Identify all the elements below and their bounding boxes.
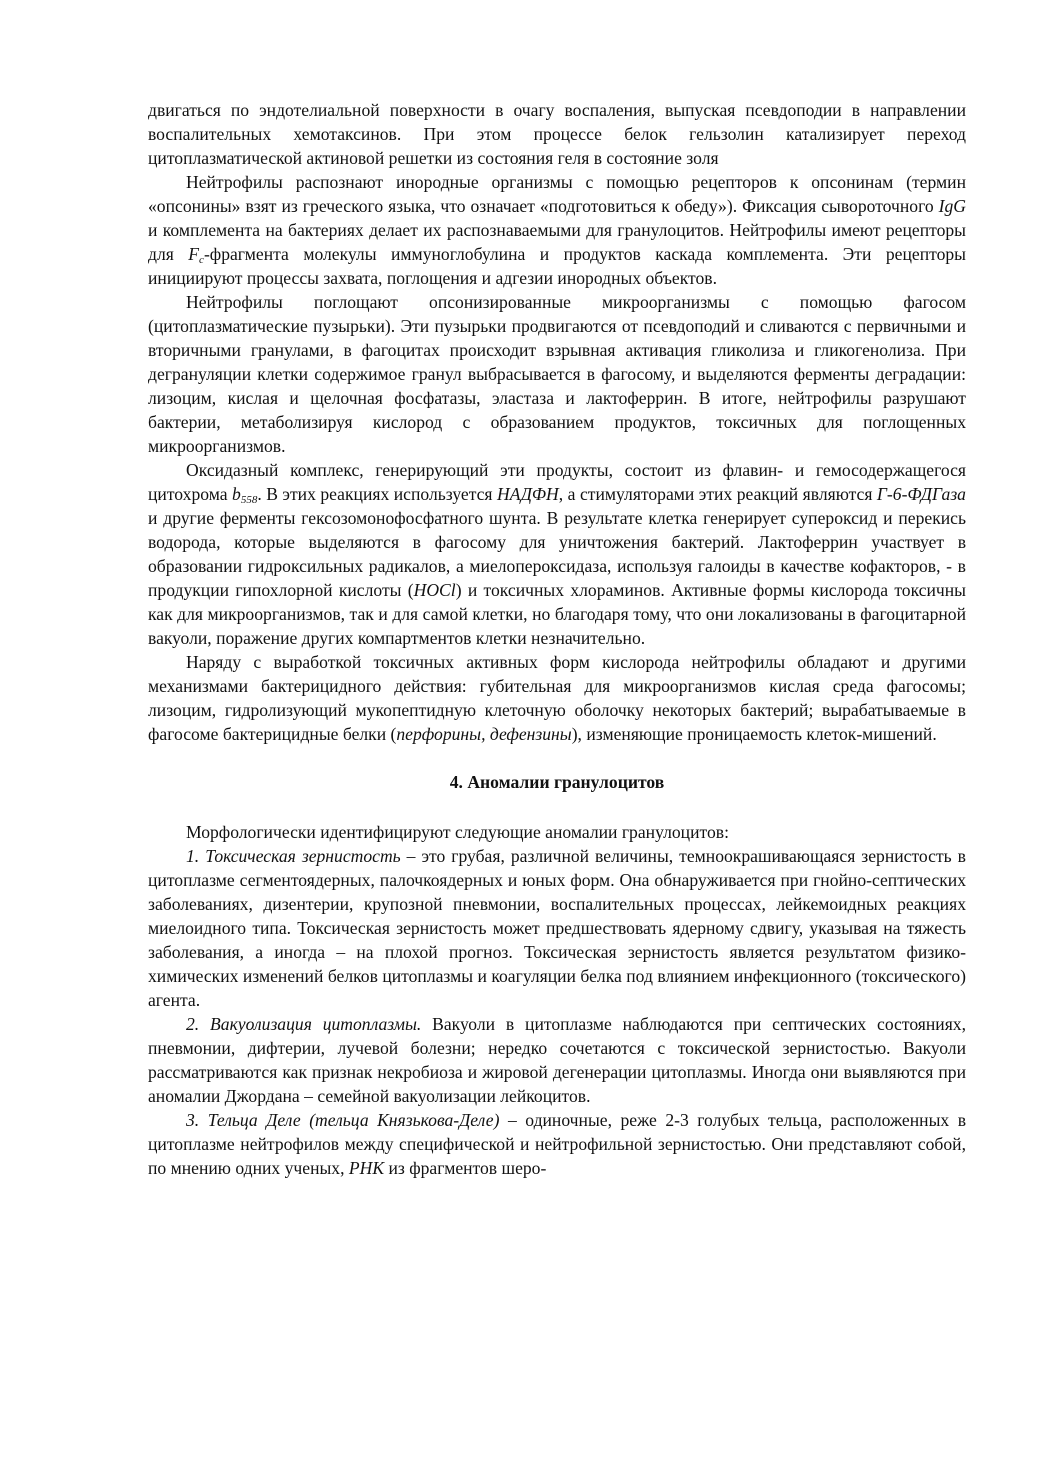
italic-term: IgG xyxy=(938,196,966,216)
italic-term: РНК xyxy=(348,1158,385,1178)
text-run: Наряду с выработкой токсичных активных форм кислорода нейтрофилы обладают и другими механизмами бактерицидного действия: губительная для микроорганизмов кислая среда фагосомы; лизоцим, гидролизующий мукопептидную клеточную оболочку некоторых бактерий; вырабатываемые в фагосоме бактерицидные белки ( xyxy=(148,652,966,744)
paragraph xyxy=(148,820,966,844)
paragraph xyxy=(148,170,966,290)
paragraph xyxy=(148,844,966,1012)
text-run: Морфологически идентифицируют следующие аномалии гранулоцитов: xyxy=(186,822,729,842)
italic-term: перфорины, дефензины xyxy=(396,724,572,744)
paragraph xyxy=(148,458,966,650)
subscript xyxy=(241,494,258,506)
text-run: . В этих реакциях используется xyxy=(257,484,498,504)
subscript-text: 558 xyxy=(240,494,258,506)
section-heading: 4. Аномалии гранулоцитов xyxy=(449,772,665,792)
text-run: – одиночные, реже 2-3 голубых тельца, расположенных в цитоплазме нейтрофилов между специфической и нейтрофильной зернистостью. Они представляют собой, по мнению одних ученых, xyxy=(148,1110,966,1178)
italic-term: F xyxy=(188,244,200,264)
text-run: -фрагмента молекулы иммуноглобулина и продуктов каскада комплемента. Эти рецепторы инициируют процессы захвата, поглощения и адгезии инородных объектов. xyxy=(148,244,966,288)
text-run: ) и токсичных хлораминов. Активные формы кислорода токсичны как для микроорганизмов, так и для самой клетки, но благодаря тому, что они локализованы в фагоцитарной вакуоли, поражение других компартментов клетки незначительно. xyxy=(148,580,966,648)
paragraph xyxy=(148,98,966,170)
text-run: Нейтрофилы поглощают опсонизированные микроорганизмы с помощью фагосом (цитоплазматические пузырьки). Эти пузырьки продвигаются от псевдоподий и сливаются с первичными и вторичными гранулами, в фагоцитах происходит взрывная активация гликолиза и гликогенолиза. При дегрануляции клетки содержимое гранул выбрасывается в фагосому, и выделяются ферменты деградации: лизоцим, кислая и щелочная фосфатазы, эластаза и лактоферрин. В итоге, нейтрофилы разрушают бактерии, метаболизируя кислород с образованием продуктов, токсичных для поглощенных микроорганизмов. xyxy=(148,292,966,456)
page-content xyxy=(148,98,966,1180)
subscript-text: c xyxy=(199,254,204,266)
text-block-top xyxy=(148,98,966,746)
italic-term: 2. Вакуолизация цитоплазмы. xyxy=(186,1014,422,1034)
paragraph xyxy=(148,650,966,746)
text-run: , а стимуляторами этих реакций являются xyxy=(558,484,877,504)
paragraph xyxy=(148,1012,966,1108)
text-run: Нейтрофилы распознают инородные организмы с помощью рецепторов к опсонинам (термин «опсонины» взят из греческого языка, что означает «подготовиться к обеду»). Фиксация сывороточного xyxy=(148,172,966,216)
text-block-bottom xyxy=(148,820,966,1180)
text-run: двигаться по эндотелиальной поверхности в очагу воспаления, выпуская псевдоподии в направлении воспалительных хемотаксинов. При этом процессе белок гельзолин катализирует переход цитоплазматической актиновой решетки из состояния геля в состояние золя xyxy=(148,100,966,168)
italic-term: 1. Токсическая зернистость xyxy=(186,846,401,866)
text-run: Оксидазный комплекс, генерирующий эти продукты, состоит из флавин- и гемосодержащегося цитохрома xyxy=(148,460,966,504)
italic-term: HOCl xyxy=(413,580,456,600)
paragraph xyxy=(148,1108,966,1180)
italic-term: Г-6-ФДГаза xyxy=(876,484,966,504)
text-run: Вакуоли в цитоплазме наблюдаются при септических состояниях, пневмонии, дифтерии, лучевой болезни; нередко сочетаются с токсической зернистостью. Вакуоли рассматриваются как признак некробиоза и жировой дегенерации цитоплазмы. Иногда они выявляются при аномалии Джордана – семейной вакуолизации лейкоцитов. xyxy=(148,1014,966,1106)
text-run: из фрагментов шеро- xyxy=(384,1158,547,1178)
paragraph xyxy=(148,290,966,458)
italic-term: НАДФН xyxy=(497,484,559,504)
italic-term: b xyxy=(232,484,241,504)
text-run: – это грубая, различной величины, темноокрашивающаяся зернистость в цитоплазме сегментоядерных, палочкоядерных и юных форм. Она обнаруживается при гнойно-септических заболеваниях, дизентерии, крупозной пневмонии, воспалительных процессах, лейкемоидных реакциях миелоидного типа. Токсическая зернистость может предшествовать ядерному сдвигу, указывая на тяжесть заболевания, а иногда – на плохой прогноз. Токсическая зернистость является результатом физико-химических изменений белков цитоплазмы и коагуляции белка под влиянием инфекционного (токсического) агента. xyxy=(148,846,966,1010)
italic-term: 3. Тельца Деле (тельца Князькова-Деле) xyxy=(186,1110,500,1130)
text-run: и комплемента на бактериях делает их распознаваемыми для гранулоцитов. Нейтрофилы имеют рецепторы для xyxy=(148,220,966,264)
text-run: и другие ферменты гексозомонофосфатного шунта. В результате клетка генерирует супероксид и перекись водорода, которые выделяются в фагосому для уничтожения бактерий. Лактоферрин участвует в образовании гидроксильных радикалов, а миелопероксидаза, используя галоиды в качестве кофакторов, - в продукции гипохлорной кислоты ( xyxy=(148,508,966,600)
text-run: ), изменяющие проницаемость клеток-мишений. xyxy=(571,724,937,744)
